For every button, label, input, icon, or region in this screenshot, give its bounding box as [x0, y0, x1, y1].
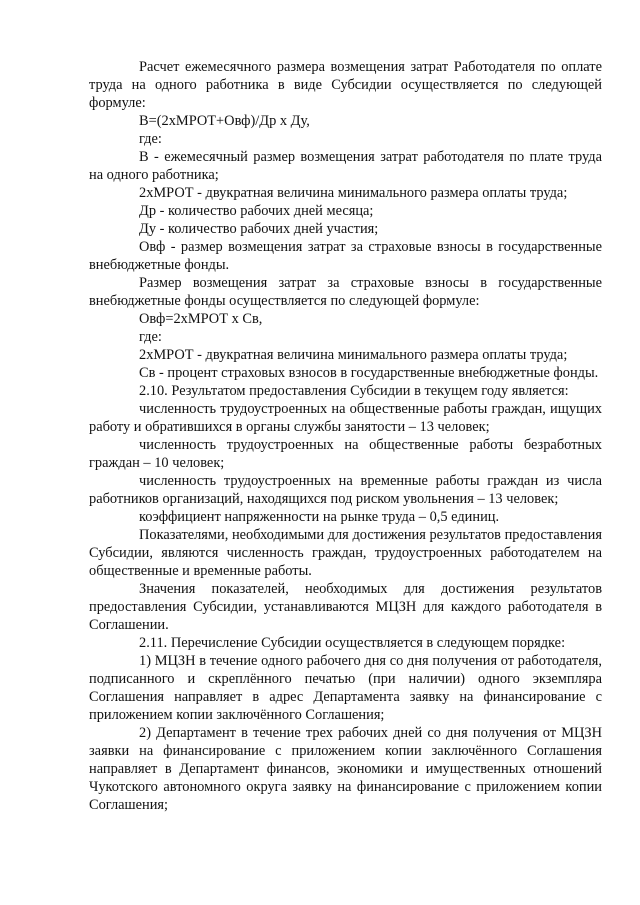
- formula-b: В=(2хМРОТ+Овф)/Др х Ду,: [139, 113, 310, 129]
- definition-sv: Св - процент страховых взносов в государственные внебюджетные фонды.: [139, 365, 599, 381]
- section-2-10-heading: 2.10. Результатом предоставления Субсидии в текущем году является:: [139, 383, 569, 399]
- formula-ovf: Овф=2хМРОТ х Св,: [139, 311, 263, 327]
- result-item-1: численность трудоустроенных на общественные работы граждан, ищущих работу и обратившихся в органы службы занятости – 13 человек;: [89, 401, 602, 435]
- where-label: где:: [139, 131, 162, 147]
- definition-dr: Др - количество рабочих дней месяца;: [139, 203, 374, 219]
- paragraph-ovf-intro: Размер возмещения затрат за страховые взносы в государственные внебюджетные фонды осуществляется по следующей формуле:: [89, 275, 602, 309]
- paragraph-indicators: Показателями, необходимыми для достижения результатов предоставления Субсидии, являются численность граждан, трудоустроенных работодателем на общественные и временные работы.: [89, 527, 602, 579]
- where-label-2: где:: [139, 329, 162, 345]
- procedure-step-1: 1) МЦЗН в течение одного рабочего дня со дня получения от работодателя, подписанного и скреплённого печатью (при наличии) одного экземпляра Соглашения направляет в адрес Департамента заявку на финансирование с приложением копии заключённого Соглашения;: [89, 653, 602, 723]
- result-item-4: коэффициент напряженности на рынке труда – 0,5 единиц.: [139, 509, 500, 525]
- definition-ovf: Овф - размер возмещения затрат за страховые взносы в государственные внебюджетные фонды.: [89, 239, 602, 273]
- result-item-3: численность трудоустроенных на временные работы граждан из числа работников организаций, находящихся под риском увольнения – 13 человек;: [89, 473, 602, 507]
- definition-2xmrot: 2хМРОТ - двукратная величина минимального размера оплаты труда;: [139, 185, 568, 201]
- definition-2xmrot-2: 2хМРОТ - двукратная величина минимального размера оплаты труда;: [139, 347, 568, 363]
- section-2-11-heading: 2.11. Перечисление Субсидии осуществляется в следующем порядке:: [139, 635, 566, 651]
- procedure-step-2: 2) Департамент в течение трех рабочих дней со дня получения от МЦЗН заявки на финансирование с приложением копии заключённого Соглашения направляет в Департамент финансов, экономики и имущественных отношений Чукотского автономного округа заявку на финансирование с приложением копии Соглашения;: [89, 725, 602, 813]
- paragraph-indicator-values: Значения показателей, необходимых для достижения результатов предоставления Субсидии, устанавливаются МЦЗН для каждого работодателя в Соглашении.: [89, 581, 602, 633]
- paragraph-calc-intro: Расчет ежемесячного размера возмещения затрат Работодателя по оплате труда на одного работника в виде Субсидии осуществляется по следующей формуле:: [89, 59, 602, 111]
- result-item-2: численность трудоустроенных на общественные работы безработных граждан – 10 человек;: [89, 437, 602, 471]
- definition-b: В - ежемесячный размер возмещения затрат работодателя по плате труда на одного работника;: [89, 149, 602, 183]
- definition-du: Ду - количество рабочих дней участия;: [139, 221, 379, 237]
